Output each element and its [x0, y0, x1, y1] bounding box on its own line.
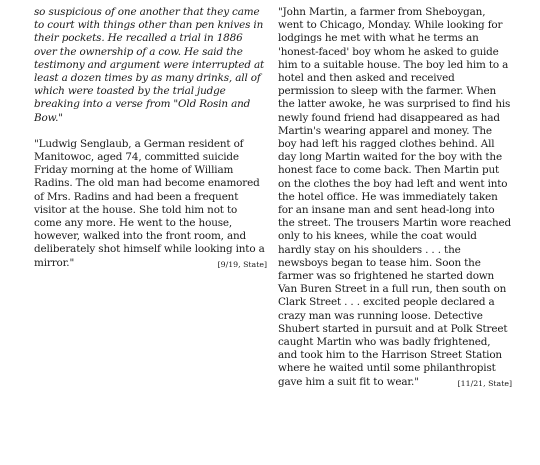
- citation-senglaub: [9/19, State]: [217, 259, 267, 269]
- left-column: [34, 6, 267, 271]
- citation-martin: [11/21, State]: [457, 378, 512, 388]
- italic-anecdote-paragraph: so suspicious of one another that they came to court with things other than pen knives in their pockets. He recalled a trial in 1886 over the ownership of a cow. He said the testimony and argument were interrupted at least a dozen times by as many drinks, all of which were toasted by the trial judge breaking into a verse from "Old Rosin and Bow.": [34, 6, 265, 124]
- paragraph-spacer: [34, 125, 267, 138]
- martin-news-paragraph: [278, 6, 512, 389]
- martin-news-text: "John Martin, a farmer from Sheboygan, went to Chicago, Monday. While looking for lodgings he met with what he terms an 'honest-faced' boy whom he asked to guide him to a suitable house. The boy led him to a hotel and then asked and received permission to sleep with the farmer. When the latter awoke, he was surprised to find his newly found friend had disappeared as had Martin's wearing apparel and money. The boy had left his ragged clothes behind. All day long Martin waited for the boy with the honest face to come back. Then Martin put on the clothes the boy had left and went into the hotel office. He was immediately taken for an insane man and sent head-long into the street. The trousers Martin wore reached only to his knees, while the coat would hardly stay on his shoulders . . . the newsboys began to tease him. Soon the farmer was so frightened he started down Van Buren Street in a full run, then south on Clark Street . . . excited people declared a crazy man was running loose. Detective Shubert started in pursuit and at Polk Street caught Martin who was badly frightened, and took him to the Harrison Street Station where he waited until some philanthropist gave him a suit fit to wear.": [278, 6, 512, 388]
- senglaub-news-text: "Ludwig Senglaub, a German resident of Manitowoc, aged 74, committed suicide Friday morning at the home of William Radins. The old man had become enamored of Mrs. Radins and had been a frequent visitor at the house. She told him not to come any more. He went to the house, however, walked into the front room, and deliberately shot himself while looking into a mirror.": [34, 137, 265, 269]
- right-column: [278, 6, 512, 390]
- senglaub-news-paragraph: [34, 138, 267, 270]
